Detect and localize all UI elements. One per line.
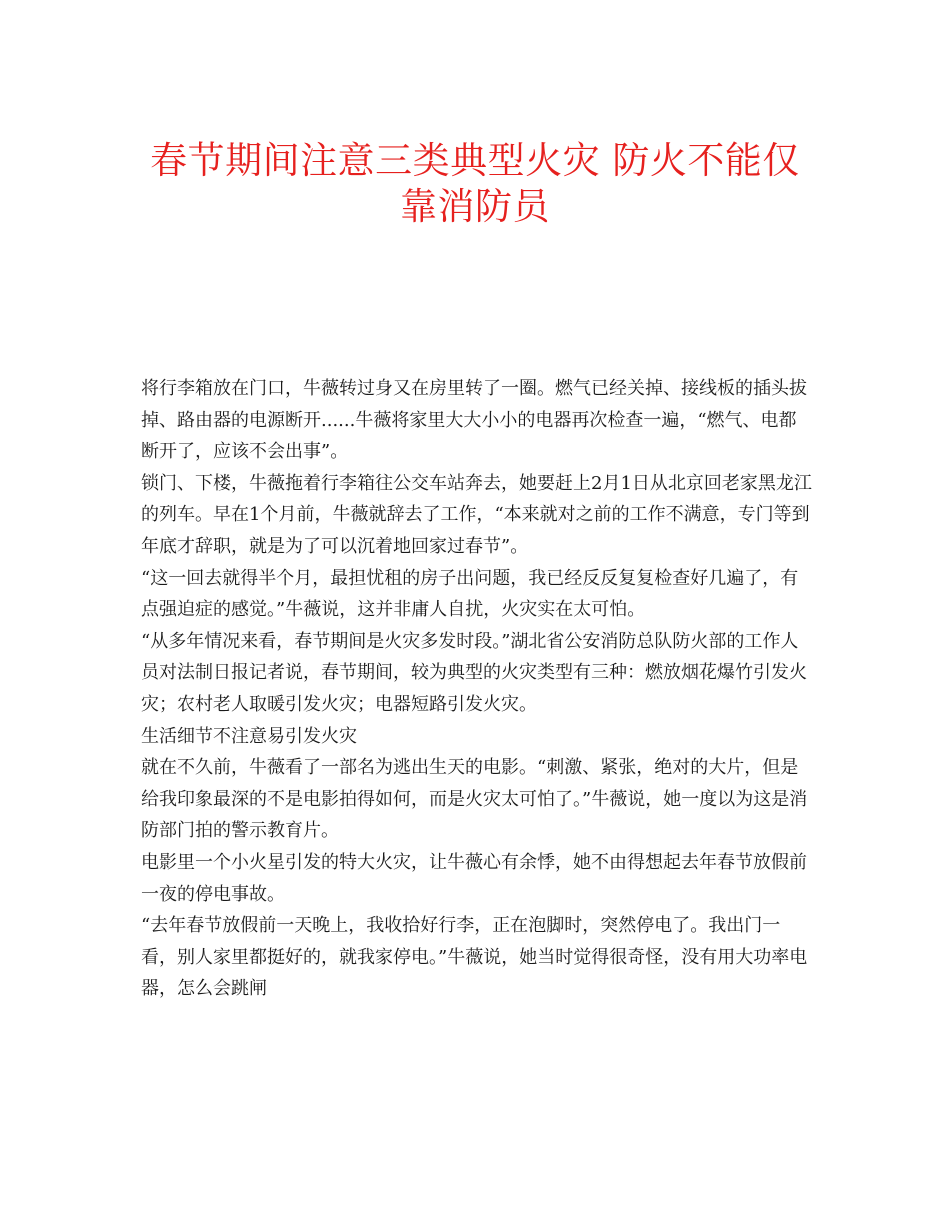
paragraph-4: “从多年情况来看，春节期间是火灾多发时段。”湖北省公安消防总队防火部的工作人员对法制日报记者说，春节期间，较为典型的火灾类型有三种：燃放烟花爆竹引发火灾；农村老人取暖引发火灾；电器短路引发火灾。: [141, 630, 807, 715]
title-line-2: 靠消防员: [400, 185, 550, 228]
paragraph-3: “这一回去就得半个月，最担忧租的房子出问题，我已经反反复复检查好几遍了，有点强迫症的感觉。”牛薇说，这并非庸人自扰，火灾实在太可怕。: [141, 567, 799, 621]
section-heading: 生活细节不注意易引发火灾: [141, 725, 357, 747]
paragraph-6: 电影里一个小火星引发的特大火灾，让牛薇心有余悸，她不由得想起去年春节放假前一夜的停电事故。: [141, 851, 807, 905]
paragraph-7: “去年春节放假前一天晚上，我收拾好行李，正在泡脚时，突然停电了。我出门一看，别人家里都挺好的，就我家停电。”牛薇说，她当时觉得很奇怪，没有用大功率电器，怎么会跳闸: [141, 915, 808, 1000]
document-title: [100, 138, 850, 230]
title-line-1: 春节期间注意三类典型火灾 防火不能仅: [150, 139, 800, 182]
paragraph-5: 就在不久前，牛薇看了一部名为逃出生天的电影。“刺激、紧张，绝对的大片，但是给我印象最深的不是电影拍得如何，而是火灾太可怕了。”牛薇说，她一度以为这是消防部门拍的警示教育片。: [141, 757, 808, 842]
article-body: [141, 373, 813, 1005]
paragraph-2: 锁门、下楼，牛薇拖着行李箱往公交车站奔去，她要赶上2月1日从北京回老家黑龙江的列车。早在1个月前，牛薇就辞去了工作，“本来就对之前的工作不满意，专门等到年底才辞职，就是为了可以沉着地回家过春节”。: [141, 472, 812, 557]
paragraph-1: 将行李箱放在门口，牛薇转过身又在房里转了一圈。燃气已经关掉、接线板的插头拔掉、路由器的电源断开......牛薇将家里大大小小的电器再次检查一遍，“燃气、电都断开了，应该不会出事”。: [141, 378, 807, 463]
